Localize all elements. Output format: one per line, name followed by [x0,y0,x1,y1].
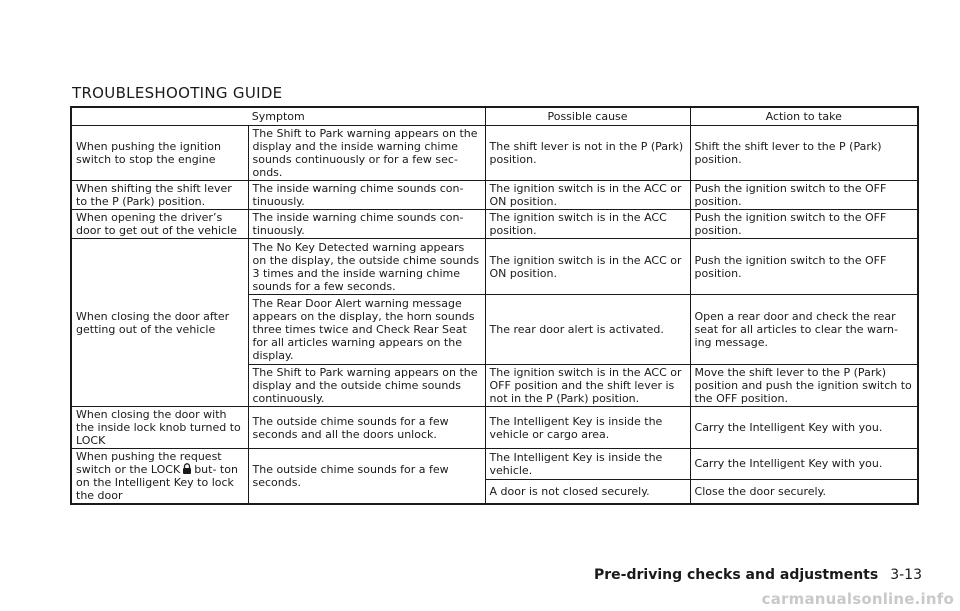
symptom-cell: When closing the door after getting out of the vehicle [71,239,248,407]
header-symptom: Symptom [71,107,485,126]
symptom-cell: When shifting the shift lever to the P (Park) position. [71,181,248,210]
page-number: 3-13 [890,567,922,583]
cause-cell: The ignition switch is in the ACC or ON position. [485,181,690,210]
condition-cell: The inside warning chime sounds con- tinuously. [248,181,485,210]
action-cell: Open a rear door and check the rear seat for all articles to clear the warn- ing message. [690,295,918,365]
action-cell: Push the ignition switch to the OFF position. [690,239,918,295]
page-title: TROUBLESHOOTING GUIDE [72,84,283,102]
symptom-cell: When closing the door with the inside lock knob turned to LOCK [71,407,248,449]
symptom-text-before-icon: When pushing the request switch or the LOCK [76,450,222,476]
condition-cell: The outside chime sounds for a few seconds. [248,449,485,505]
condition-cell: The Shift to Park warning appears on the display and the outside chime sounds continuously. [248,365,485,407]
action-cell: Push the ignition switch to the OFF position. [690,210,918,239]
action-cell: Carry the Intelligent Key with you. [690,449,918,480]
cause-cell: The ignition switch is in the ACC or OFF position and the shift lever is not in the P (Park) position. [485,365,690,407]
troubleshooting-table [70,106,919,505]
watermark: carmanualsonline.info [761,590,954,608]
table-row [71,239,918,295]
condition-cell: The outside chime sounds for a few seconds and all the doors unlock. [248,407,485,449]
cause-cell: The ignition switch is in the ACC or ON position. [485,239,690,295]
page-footer [594,567,922,583]
action-cell: Push the ignition switch to the OFF position. [690,181,918,210]
condition-cell: The Shift to Park warning appears on the display and the inside warning chime sounds continuously or for a few sec- onds. [248,126,485,181]
action-cell: Close the door securely. [690,479,918,504]
header-possible-cause: Possible cause [485,107,690,126]
condition-cell: The Rear Door Alert warning message appears on the display, the horn sounds three times twice and Check Rear Seat for all articles warning appears on the display. [248,295,485,365]
lock-icon [182,463,192,474]
symptom-text-after-icon: but- ton on the Intelligent Key to lock the door [76,463,238,502]
action-cell: Shift the shift lever to the P (Park) position. [690,126,918,181]
cause-cell: The ignition switch is in the ACC position. [485,210,690,239]
cause-cell: The Intelligent Key is inside the vehicle. [485,449,690,480]
table-row [71,181,918,210]
cause-cell: The rear door alert is activated. [485,295,690,365]
symptom-cell: When pushing the ignition switch to stop the engine [71,126,248,181]
action-cell: Move the shift lever to the P (Park) position and push the ignition switch to the OFF position. [690,365,918,407]
header-action: Action to take [690,107,918,126]
action-cell: Carry the Intelligent Key with you. [690,407,918,449]
condition-cell: The No Key Detected warning appears on the display, the outside chime sounds 3 times and the inside warning chime sounds for a few seconds. [248,239,485,295]
symptom-cell [71,449,248,505]
cause-cell: The shift lever is not in the P (Park) position. [485,126,690,181]
table-row [71,407,918,449]
condition-cell: The inside warning chime sounds con- tinuously. [248,210,485,239]
table-row [71,449,918,480]
cause-cell: A door is not closed securely. [485,479,690,504]
table-row [71,126,918,181]
table-header-row [71,107,918,126]
cause-cell: The Intelligent Key is inside the vehicle or cargo area. [485,407,690,449]
section-name: Pre-driving checks and adjustments [594,567,879,583]
symptom-cell: When opening the driver’s door to get out of the vehicle [71,210,248,239]
table-row [71,210,918,239]
